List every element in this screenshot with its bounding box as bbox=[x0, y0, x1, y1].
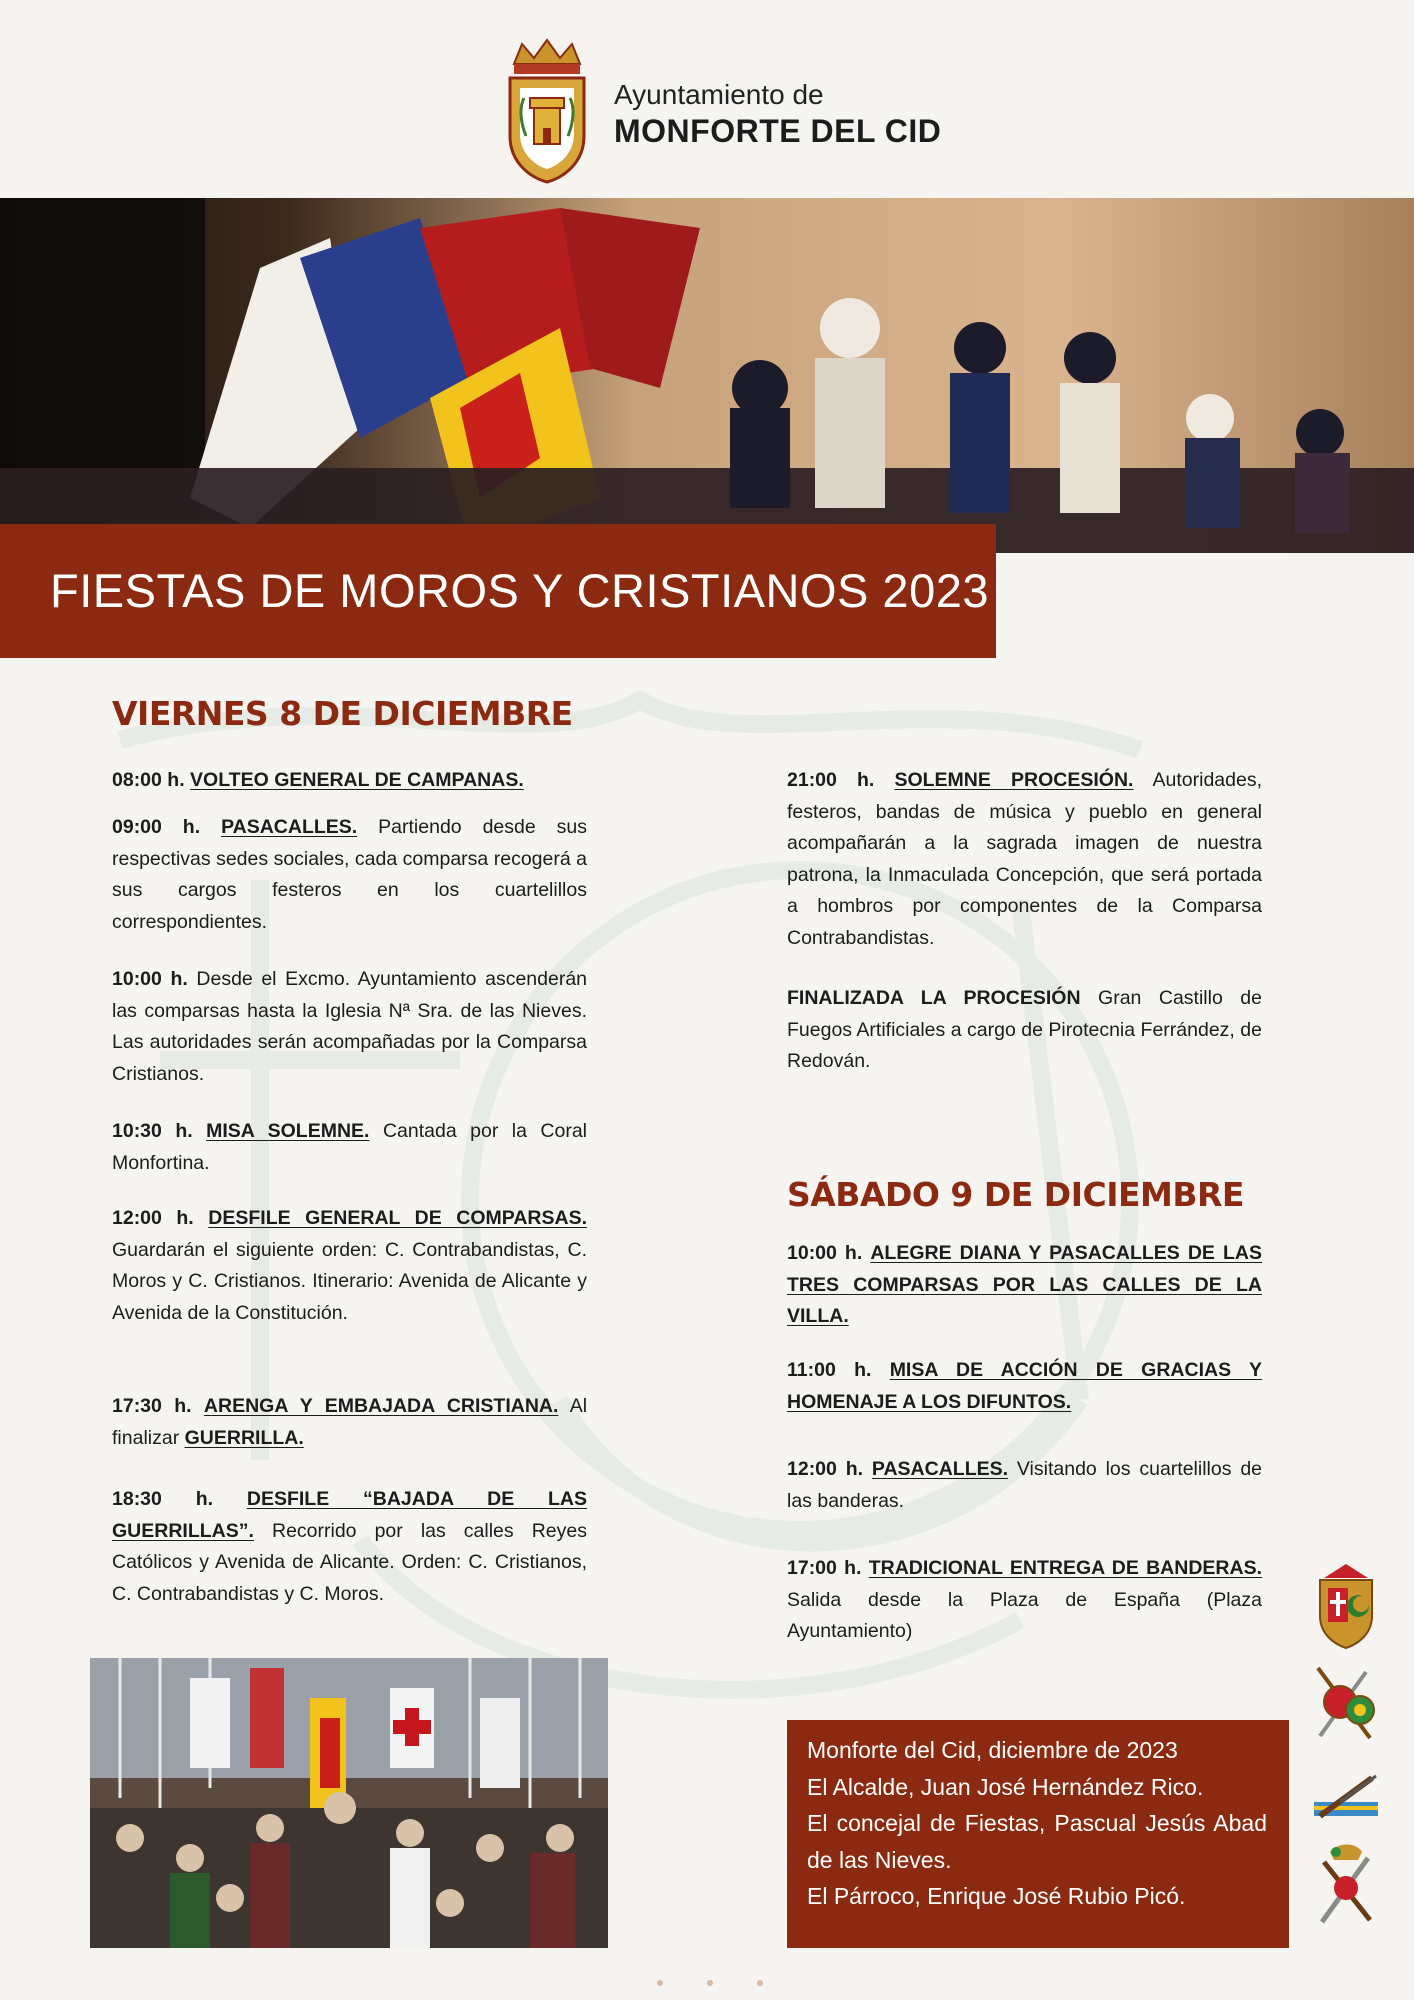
event-entry bbox=[112, 1484, 587, 1610]
event-time: 18:30 h. bbox=[112, 1488, 214, 1510]
event-description: Desde el Excmo. Ayuntamiento ascenderán las comparsas hasta la Iglesia Nª Sra. de las Nieves. Las autoridades serán acompañadas por la Comparsa Cristianos. bbox=[112, 968, 588, 1085]
event-entry bbox=[112, 1391, 587, 1454]
event-time: 12:00 h. bbox=[112, 1207, 194, 1229]
event-time: 17:00 h. bbox=[787, 1557, 862, 1579]
event-time: 10:00 h. bbox=[112, 968, 188, 990]
page-title: FIESTAS DE MOROS Y CRISTIANOS 2023 bbox=[0, 524, 996, 658]
hero-photo bbox=[0, 198, 1414, 553]
event-entry bbox=[787, 1454, 1262, 1517]
day-heading-sabado: SÁBADO 9 DE DICIEMBRE bbox=[787, 1175, 1244, 1214]
event-title: PASACALLES. bbox=[871, 1458, 1009, 1480]
event-title: DESFILE “BAJADA DE LAS GUERRILLAS”. bbox=[112, 1488, 588, 1542]
event-lead: FINALIZADA LA PROCESIÓN bbox=[787, 987, 1081, 1009]
event-title: DESFILE GENERAL DE COMPARSAS. bbox=[208, 1207, 587, 1229]
header-org-name bbox=[614, 78, 941, 150]
signature-priest: El Párroco, Enrique José Rubio Picó. bbox=[807, 1883, 1186, 1909]
comparsa-cristianos-emblem-icon bbox=[1310, 1562, 1382, 1650]
event-entry bbox=[787, 765, 1262, 955]
event-entry bbox=[787, 1553, 1262, 1648]
event-entry bbox=[112, 1116, 587, 1179]
event-entry bbox=[112, 812, 587, 938]
monforte-coat-of-arms-icon bbox=[492, 36, 602, 186]
event-time: 10:00 h. bbox=[787, 1242, 863, 1264]
event-description: Partiendo desde sus respectivas sedes sociales, cada comparsa recogerá a sus cargos festeros en los cuartelillos correspondientes. bbox=[112, 816, 587, 933]
signature-mayor: El Alcalde, Juan José Hernández Rico. bbox=[807, 1773, 1204, 1800]
event-entry bbox=[787, 983, 1262, 1078]
event-entry bbox=[787, 1238, 1262, 1333]
weapons-emblem-icon bbox=[1310, 1838, 1382, 1926]
event-title: ALEGRE DIANA Y PASACALLES DE LAS TRES COMPARSAS POR LAS CALLES DE LA VILLA. bbox=[787, 1242, 1262, 1328]
event-title: MISA DE ACCIÓN DE GRACIAS Y HOMENAJE A LOS DIFUNTOS. bbox=[787, 1359, 1263, 1413]
event-entry bbox=[112, 964, 587, 1090]
event-entry bbox=[787, 1355, 1262, 1418]
event-description: Gran Castillo de Fuegos Artificiales a cargo de Pirotecnia Ferrández, de Redován. bbox=[787, 987, 1262, 1073]
event-description: Salida desde la Plaza de España (Plaza Ayuntamiento) bbox=[787, 1588, 1262, 1643]
event-time: 09:00 h. bbox=[112, 816, 201, 838]
day-heading-viernes: VIERNES 8 DE DICIEMBRE bbox=[112, 694, 573, 733]
event-entry bbox=[112, 1203, 587, 1329]
event-description: Cantada por la Coral Monfortina. bbox=[112, 1120, 588, 1174]
event-time: 21:00 h. bbox=[787, 769, 875, 791]
event-title: MISA SOLEMNE. bbox=[206, 1120, 370, 1142]
event-description: Recorrido por las calles Reyes Católicos y Avenida de Alicante. Orden: C. Cristianos, C. Contrabandistas y C. Moros. bbox=[112, 1519, 587, 1605]
signature-councillor: El concejal de Fiestas, Pascual Jesús Abad de las Nieves. bbox=[807, 1810, 1267, 1873]
org-line2: MONFORTE DEL CID bbox=[614, 113, 942, 149]
signature-box bbox=[787, 1720, 1289, 1948]
comparsa-contrabandistas-emblem-icon bbox=[1310, 1756, 1382, 1844]
event-time: 10:30 h. bbox=[112, 1120, 193, 1142]
parade-photo bbox=[90, 1658, 608, 1948]
event-entry bbox=[112, 765, 587, 797]
event-time: 17:30 h. bbox=[112, 1395, 192, 1417]
event-title: ARENGA Y EMBAJADA CRISTIANA. bbox=[203, 1395, 559, 1417]
signature-place-date: Monforte del Cid, diciembre de 2023 bbox=[807, 1737, 1178, 1763]
event-time: 12:00 h. bbox=[787, 1458, 864, 1480]
event-title: TRADICIONAL ENTREGA DE BANDERAS. bbox=[868, 1557, 1263, 1579]
event-title: VOLTEO GENERAL DE CAMPANAS. bbox=[190, 769, 524, 791]
org-line1: Ayuntamiento de bbox=[614, 79, 824, 110]
event-time: 08:00 h. bbox=[112, 769, 185, 791]
event-time: 11:00 h. bbox=[787, 1359, 872, 1381]
event-description: Guardarán el siguiente orden: C. Contrabandistas, C. Moros y C. Cristianos. Itinerario: Avenida de Alicante y Avenida de la Constitución. bbox=[112, 1238, 587, 1324]
comparsa-moros-emblem-icon bbox=[1310, 1658, 1382, 1746]
event-description: Al finalizar bbox=[112, 1395, 588, 1449]
event-description: Visitando los cuartelillos de las banderas. bbox=[787, 1458, 1263, 1512]
event-tail-title: GUERRILLA. bbox=[184, 1426, 304, 1449]
event-description: Autoridades, festeros, bandas de música y pueblo en general acompañarán a la sagrada imagen de nuestra patrona, la Inmaculada Concepción, que será portada a hombros por componentes de la Comparsa Contrabandistas. bbox=[787, 769, 1263, 949]
bottom-decoration bbox=[640, 1976, 780, 1990]
event-title: PASACALLES. bbox=[221, 816, 358, 838]
event-title: SOLEMNE PROCESIÓN. bbox=[894, 769, 1134, 791]
